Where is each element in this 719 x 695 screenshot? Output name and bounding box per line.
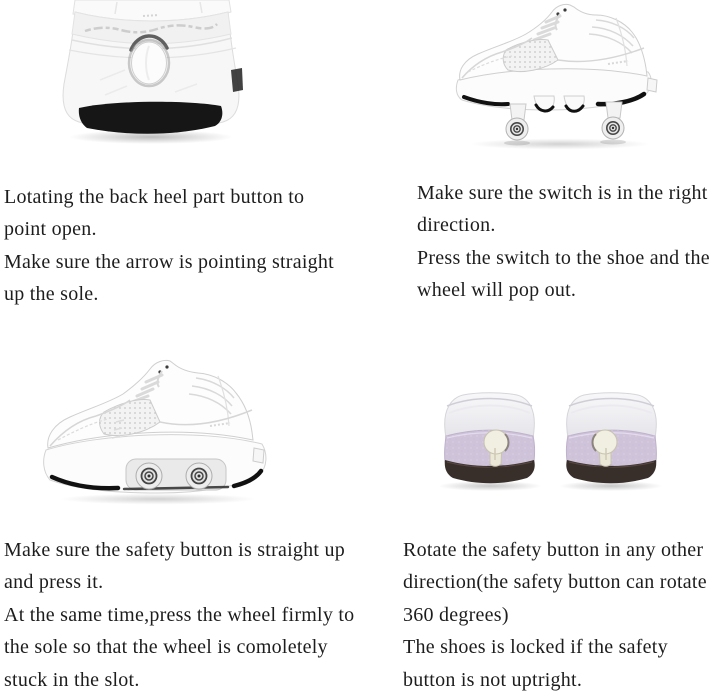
instruction-step-4 <box>403 534 707 695</box>
instruction-line: At the same time,press the wheel firmly to <box>4 603 355 626</box>
instruction-line: Rotate the safety button in any other <box>403 539 704 561</box>
eyelet <box>165 365 168 368</box>
instruction-line: Make sure the arrow is pointing straight <box>4 250 334 273</box>
photo-shoe-wheels-deployed <box>448 0 663 157</box>
heel-outsole <box>79 102 223 134</box>
instruction-line: Make sure the switch is in the right <box>417 182 708 204</box>
instruction-line: 360 degrees) <box>403 603 509 626</box>
instruction-step-3 <box>4 534 354 695</box>
heel-release-button <box>129 36 169 86</box>
eyelet <box>563 8 566 11</box>
heel-tab <box>647 78 657 92</box>
right-heel-safety-button <box>559 393 663 491</box>
instruction-line: wheel will pop out. <box>417 279 577 302</box>
instruction-line: button is not uptright. <box>403 668 583 691</box>
heel-tab <box>253 448 264 463</box>
instruction-step-2 <box>417 177 710 307</box>
instruction-line: Make sure the safety button is straight up <box>4 539 345 561</box>
retracted-rear-wheel <box>186 463 212 489</box>
photo-heel-safety-buttons <box>433 386 668 499</box>
heel-safety-buttons-illustration <box>433 386 668 494</box>
instruction-step-1 <box>4 181 334 311</box>
sneaker-wheels-deployed-illustration <box>448 0 663 152</box>
instruction-line: Lotating the back heel part button to <box>4 186 305 208</box>
instruction-line: point open. <box>4 218 97 241</box>
instruction-line: The shoes is locked if the safety <box>403 636 668 659</box>
heel-release-button-illustration <box>55 0 250 148</box>
sneaker-wheels-retracted-illustration <box>38 356 278 506</box>
instruction-line: stuck in the slot. <box>4 668 140 691</box>
photo-heel-release-button <box>55 0 250 153</box>
instruction-line: direction. <box>417 214 496 237</box>
instruction-line: the sole so that the wheel is comoletely <box>4 636 328 659</box>
instruction-line: up the sole. <box>4 283 99 306</box>
instruction-line: Press the switch to the shoe and the <box>417 246 710 269</box>
rear-wheel <box>602 117 624 139</box>
retracted-front-wheel <box>136 463 162 489</box>
front-wheel <box>506 118 528 140</box>
photo-shoe-wheels-retracted <box>38 356 278 511</box>
left-heel-safety-button <box>438 393 542 491</box>
instruction-line: and press it. <box>4 571 104 594</box>
instruction-line: direction(the safety button can rotate <box>403 571 707 594</box>
